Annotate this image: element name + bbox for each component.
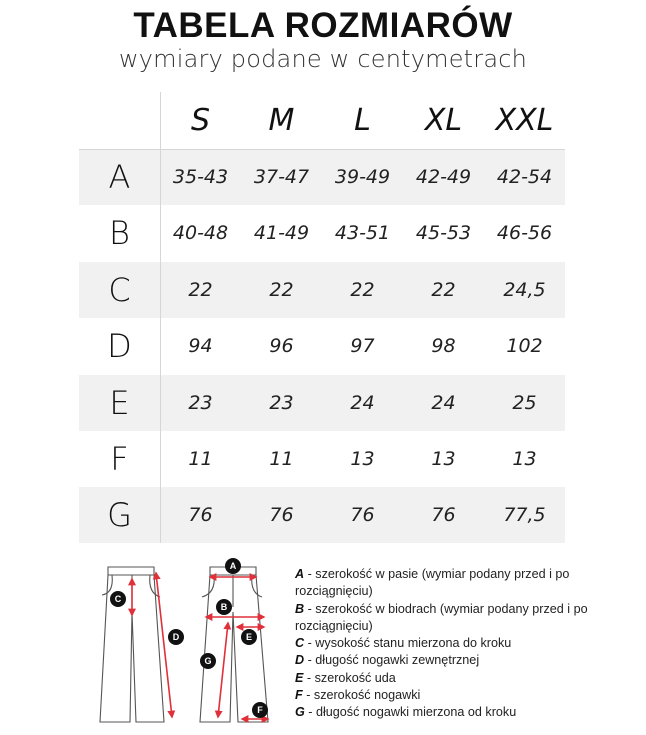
table-header-row (79, 92, 565, 149)
legend-text: - szerokość nogawki (302, 688, 421, 703)
table-cell: 24 (350, 392, 375, 414)
pants-measurement-diagram (92, 557, 290, 731)
table-cell: 45-53 (415, 222, 472, 244)
table-cell: 76 (269, 504, 294, 526)
column-header-m: M (268, 103, 295, 138)
table-cell: 22 (431, 279, 456, 301)
legend-key: G (295, 705, 305, 720)
column-header-xxl: XXL (495, 103, 554, 138)
svg-text:F: F (257, 705, 263, 715)
table-row (79, 205, 565, 261)
table-cell: 22 (188, 279, 213, 301)
svg-text:B: B (220, 602, 228, 612)
pants-back-icon (200, 567, 268, 722)
legend-key: D (295, 653, 305, 668)
page-title: TABELA ROZMIARÓW (133, 6, 513, 45)
column-header-l: L (354, 103, 371, 138)
column-header-xl: XL (424, 103, 463, 138)
table-cell: 76 (431, 504, 456, 526)
legend-item-e (295, 670, 595, 687)
table-cell: 13 (431, 448, 456, 470)
legend-text: - szerokość w pasie (wymiar podany przed i po rozciągnięciu) (295, 567, 570, 599)
row-label: B (109, 214, 130, 252)
badge-b (216, 599, 232, 615)
legend-key: F (295, 688, 303, 703)
badge-g (200, 653, 216, 669)
legend-item-a (295, 566, 595, 601)
legend-key: E (295, 670, 304, 685)
table-cell: 77,5 (503, 504, 546, 526)
table-cell: 37-47 (253, 166, 310, 188)
table-cell: 43-51 (334, 222, 391, 244)
badge-f (252, 702, 268, 718)
legend-text: - szerokość w biodrach (wymiar podany przed i po rozciągnięciu) (295, 601, 588, 633)
table-cell: 94 (188, 335, 213, 357)
table-cell: 76 (350, 504, 375, 526)
legend-item-d (295, 652, 595, 669)
svg-text:A: A (229, 561, 237, 571)
legend-text: - wysokość stanu mierzona do kroku (304, 636, 512, 651)
legend-item-g (295, 704, 595, 721)
table-cell: 39-49 (334, 166, 391, 188)
badge-a (225, 558, 241, 574)
legend-text: - długość nogawki zewnętrznej (304, 653, 480, 668)
measurement-legend (295, 566, 595, 722)
label-column-divider (160, 92, 161, 543)
table-cell: 96 (269, 335, 294, 357)
legend-key: B (295, 601, 305, 616)
badge-c-front (110, 591, 126, 607)
page-subtitle: wymiary podane w centymetrach (118, 45, 528, 73)
table-cell: 98 (431, 335, 456, 357)
table-row (79, 149, 565, 205)
table-cell: 102 (506, 335, 543, 357)
table-cell: 13 (512, 448, 537, 470)
row-label: C (108, 271, 131, 309)
table-cell: 42-49 (415, 166, 472, 188)
table-row (79, 487, 565, 543)
table-cell: 11 (188, 448, 213, 470)
badge-e (241, 629, 257, 645)
legend-text: - długość nogawki mierzona od kroku (304, 705, 517, 720)
table-cell: 46-56 (496, 222, 553, 244)
legend-item-b (295, 601, 595, 636)
table-row (79, 431, 565, 487)
header-divider (79, 149, 565, 150)
measurement-g-arrow (218, 623, 228, 717)
row-label: A (108, 158, 131, 196)
table-cell: 22 (350, 279, 375, 301)
table-cell: 35-43 (172, 166, 229, 188)
table-cell: 23 (188, 392, 213, 414)
legend-item-f (295, 687, 595, 704)
row-label: E (109, 384, 130, 422)
table-cell: 22 (269, 279, 294, 301)
legend-item-c (295, 635, 595, 652)
svg-text:D: D (172, 632, 180, 642)
svg-text:G: G (204, 656, 212, 666)
table-row (79, 375, 565, 431)
table-cell: 23 (269, 392, 294, 414)
table-cell: 24,5 (503, 279, 546, 301)
table-cell: 24 (431, 392, 456, 414)
table-row (79, 262, 565, 318)
row-label: F (110, 440, 129, 478)
row-label: D (107, 327, 132, 365)
badge-d (168, 629, 184, 645)
legend-key: C (295, 636, 305, 651)
row-label: G (107, 496, 132, 534)
svg-text:C: C (114, 594, 122, 604)
table-cell: 76 (188, 504, 213, 526)
legend-text: - szerokość uda (303, 670, 396, 685)
table-row (79, 318, 565, 374)
table-cell: 40-48 (172, 222, 229, 244)
svg-text:E: E (245, 632, 253, 642)
table-cell: 11 (269, 448, 294, 470)
table-cell: 41-49 (253, 222, 310, 244)
table-cell: 25 (512, 392, 537, 414)
column-header-s: S (190, 103, 211, 138)
table-cell: 13 (350, 448, 375, 470)
table-cell: 42-54 (496, 166, 553, 188)
table-cell: 97 (350, 335, 375, 357)
legend-key: A (295, 567, 305, 581)
